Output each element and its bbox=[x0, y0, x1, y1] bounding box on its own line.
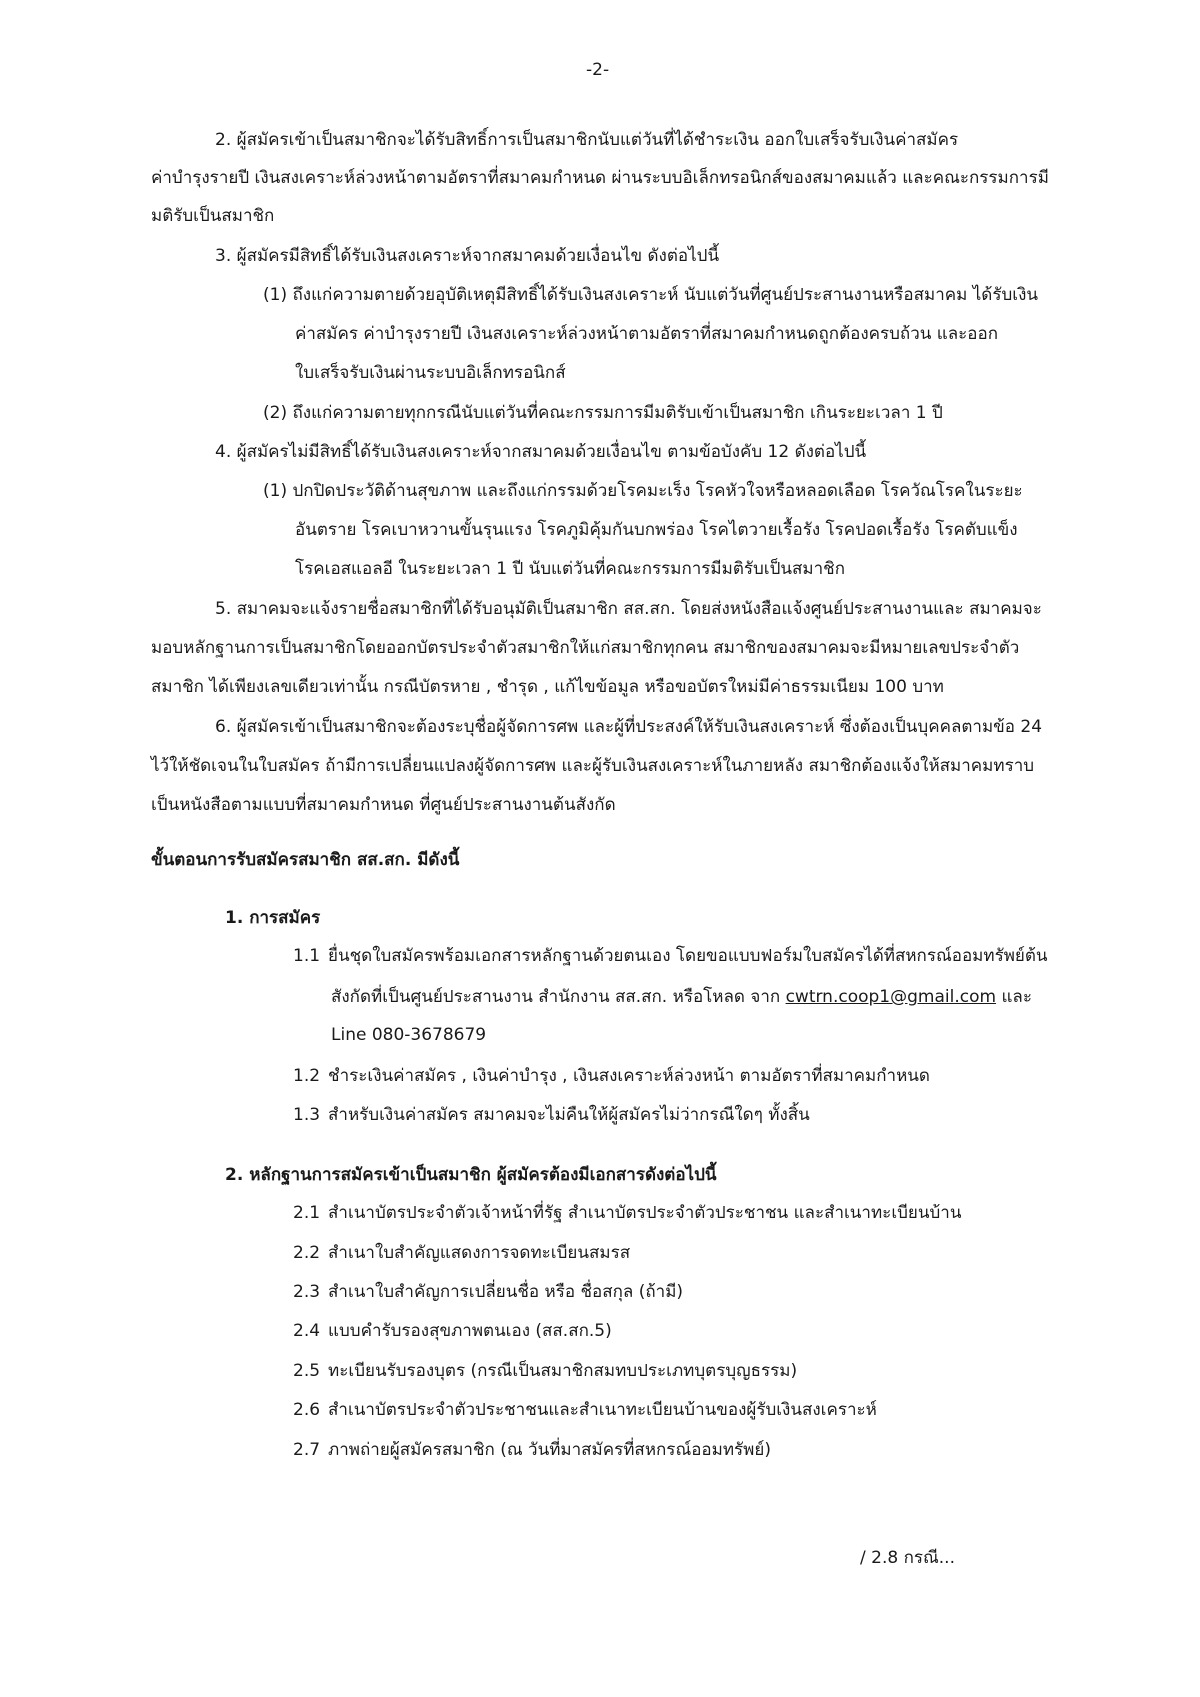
doc-number: 2.7 bbox=[293, 1440, 321, 1460]
doc-text: สำเนาใบสำคัญแสดงการจดทะเบียนสมรส bbox=[328, 1243, 631, 1263]
doc-item-2-4 bbox=[293, 1319, 612, 1343]
step-text: สำหรับเงินค่าสมัคร สมาคมจะไม่คืนให้ผู้สมัครไม่ว่ากรณีใดๆ ทั้งสิ้น bbox=[328, 1105, 810, 1125]
doc-number: 2.1 bbox=[293, 1203, 321, 1223]
doc-number: 2.3 bbox=[293, 1282, 321, 1302]
doc-text: ภาพถ่ายผู้สมัครสมาชิก (ณ วันที่มาสมัครที่สหกรณ์ออมทรัพย์) bbox=[328, 1440, 771, 1460]
doc-text: แบบคำรับรองสุขภาพตนเอง (สส.สก.5) bbox=[328, 1321, 612, 1341]
rule-6-line-2: ไว้ให้ชัดเจนในใบสมัคร ถ้ามีการเปลี่ยนแปลงผู้จัดการศพ และผู้รับเงินสงเคราะห์ในภายหลัง สมาชิกต้องแจ้งให้สมาคมทราบ bbox=[151, 756, 1035, 776]
step-1-2 bbox=[293, 1064, 930, 1088]
doc-item-2-3 bbox=[293, 1280, 683, 1304]
rule-2-line-2: ค่าบำรุงรายปี เงินสงเคราะห์ล่วงหน้าตามอัตราที่สมาคมกำหนด ผ่านระบบอิเล็กทรอนิกส์ของสมาคมแล้ว และคณะกรรมการมี bbox=[151, 168, 1049, 188]
rule-3-2: (2) ถึงแก่ความตายทุกกรณีนับแต่วันที่คณะกรรมการมีมติรับเข้าเป็นสมาชิก เกินระยะเวลา 1 ปี bbox=[263, 403, 943, 423]
doc-number: 2.4 bbox=[293, 1321, 321, 1341]
doc-item-2-2 bbox=[293, 1241, 630, 1265]
rule-5-line-2: มอบหลักฐานการเป็นสมาชิกโดยออกบัตรประจำตัวสมาชิกให้แก่สมาชิกทุกคน สมาชิกของสมาคมจะมีหมายเลขประจำตัว bbox=[151, 638, 1020, 658]
rule-3-1-line-3: ใบเสร็จรับเงินผ่านระบบอิเล็กทรอนิกส์ bbox=[295, 363, 566, 383]
step-number: 1.1 bbox=[293, 946, 321, 966]
doc-text: ทะเบียนรับรองบุตร (กรณีเป็นสมาชิกสมทบประเภทบุตรบุญธรรม) bbox=[328, 1361, 798, 1381]
rule-4-1-line-1: (1) ปกปิดประวัติด้านสุขภาพ และถึงแก่กรรมด้วยโรคมะเร็ง โรคหัวใจหรือหลอดเลือด โรควัณโรคในระยะ bbox=[263, 481, 1023, 501]
doc-item-2-7 bbox=[293, 1438, 771, 1462]
step-1-1-line-2 bbox=[331, 985, 1032, 1009]
rule-4-1-line-2: อันตราย โรคเบาหวานขั้นรุนแรง โรคภูมิคุ้มกันบกพร่อง โรคไตวายเรื้อรัง โรคปอดเรื้อรัง โรคตับแข็ง bbox=[295, 520, 1018, 540]
rule-3: 3. ผู้สมัครมีสิทธิ์ได้รับเงินสงเคราะห์จากสมาคมด้วยเงื่อนไข ดังต่อไปนี้ bbox=[215, 246, 720, 266]
step-number: 1.2 bbox=[293, 1066, 321, 1086]
rule-6-line-3: เป็นหนังสือตามแบบที่สมาคมกำหนด ที่ศูนย์ประสานงานต้นสังกัด bbox=[151, 795, 616, 815]
doc-item-2-5 bbox=[293, 1359, 797, 1383]
doc-text: สำเนาใบสำคัญการเปลี่ยนชื่อ หรือ ชื่อสกุล (ถ้ามี) bbox=[328, 1282, 684, 1302]
rule-3-1-line-1: (1) ถึงแก่ความตายด้วยอุบัติเหตุมีสิทธิ์ได้รับเงินสงเคราะห์ นับแต่วันที่ศูนย์ประสานงานหรือสมาคม ได้รับเงิน bbox=[263, 285, 1038, 305]
doc-number: 2.6 bbox=[293, 1400, 321, 1420]
doc-number: 2.5 bbox=[293, 1361, 321, 1381]
doc-number: 2.2 bbox=[293, 1243, 321, 1263]
rule-6-line-1: 6. ผู้สมัครเข้าเป็นสมาชิกจะต้องระบุชื่อผู้จัดการศพ และผู้ที่ประสงค์ให้รับเงินสงเคราะห์ ซึ่งต้องเป็นบุคคลตามข้อ 24 bbox=[215, 717, 1043, 737]
step-text: สังกัดที่เป็นศูนย์ประสานงาน สำนักงาน สส.สก. หรือโหลด จาก bbox=[331, 987, 781, 1007]
step-text: ชำระเงินค่าสมัคร , เงินค่าบำรุง , เงินสงเคราะห์ล่วงหน้า ตามอัตราที่สมาคมกำหนด bbox=[328, 1066, 930, 1086]
step-number: 1.3 bbox=[293, 1105, 321, 1125]
doc-text: สำเนาบัตรประจำตัวเจ้าหน้าที่รัฐ สำเนาบัตรประจำตัวประชาชน และสำเนาทะเบียนบ้าน bbox=[328, 1203, 962, 1223]
rule-2-line-3: มติรับเป็นสมาชิก bbox=[151, 206, 275, 226]
doc-item-2-1 bbox=[293, 1201, 961, 1225]
page-number: -2- bbox=[586, 60, 610, 80]
step-text: และ bbox=[1001, 987, 1032, 1007]
rule-2-line-1: 2. ผู้สมัครเข้าเป็นสมาชิกจะได้รับสิทธิ์การเป็นสมาชิกนับแต่วันที่ได้ชำระเงิน ออกใบเสร็จรับเงินค่าสมัคร bbox=[215, 130, 959, 150]
section-1-title: 1. การสมัคร bbox=[225, 908, 321, 928]
section-2-title: 2. หลักฐานการสมัครเข้าเป็นสมาชิก ผู้สมัครต้องมีเอกสารดังต่อไปนี้ bbox=[225, 1165, 717, 1185]
email-link[interactable]: cwtrn.coop1@gmail.com bbox=[785, 987, 997, 1007]
step-1-1-line-1 bbox=[293, 944, 1048, 968]
rule-5-line-1: 5. สมาคมจะแจ้งรายชื่อสมาชิกที่ได้รับอนุมัติเป็นสมาชิก สส.สก. โดยส่งหนังสือแจ้งศูนย์ประสานงานและ สมาคมจะ bbox=[215, 599, 1042, 619]
continuation-note: / 2.8 กรณี... bbox=[860, 1548, 955, 1568]
rule-4: 4. ผู้สมัครไม่มีสิทธิ์ได้รับเงินสงเคราะห์จากสมาคมด้วยเงื่อนไข ตามข้อบังคับ 12 ดังต่อไปนี้ bbox=[215, 442, 867, 462]
procedure-heading: ขั้นตอนการรับสมัครสมาชิก สส.สก. มีดังนี้ bbox=[151, 850, 460, 870]
rule-3-1-line-2: ค่าสมัคร ค่าบำรุงรายปี เงินสงเคราะห์ล่วงหน้าตามอัตราที่สมาคมกำหนดถูกต้องครบถ้วน และออก bbox=[295, 324, 999, 344]
step-text: ยื่นชุดใบสมัครพร้อมเอกสารหลักฐานด้วยตนเอง โดยขอแบบฟอร์มใบสมัครได้ที่สหกรณ์ออมทรัพย์ต้น bbox=[328, 946, 1048, 966]
step-1-1-line-3: Line 080-3678679 bbox=[331, 1025, 487, 1045]
doc-item-2-6 bbox=[293, 1398, 877, 1422]
rule-4-1-line-3: โรคเอสแอลอี ในระยะเวลา 1 ปี นับแต่วันที่คณะกรรมการมีมติรับเป็นสมาชิก bbox=[295, 559, 845, 579]
step-1-3 bbox=[293, 1103, 810, 1127]
doc-text: สำเนาบัตรประจำตัวประชาชนและสำเนาทะเบียนบ้านของผู้รับเงินสงเคราะห์ bbox=[328, 1400, 877, 1420]
rule-5-line-3: สมาชิก ได้เพียงเลขเดียวเท่านั้น กรณีบัตรหาย , ชำรุด , แก้ไขข้อมูล หรือขอบัตรใหม่มีค่าธรรมเนียม 100 บาท bbox=[151, 677, 944, 697]
